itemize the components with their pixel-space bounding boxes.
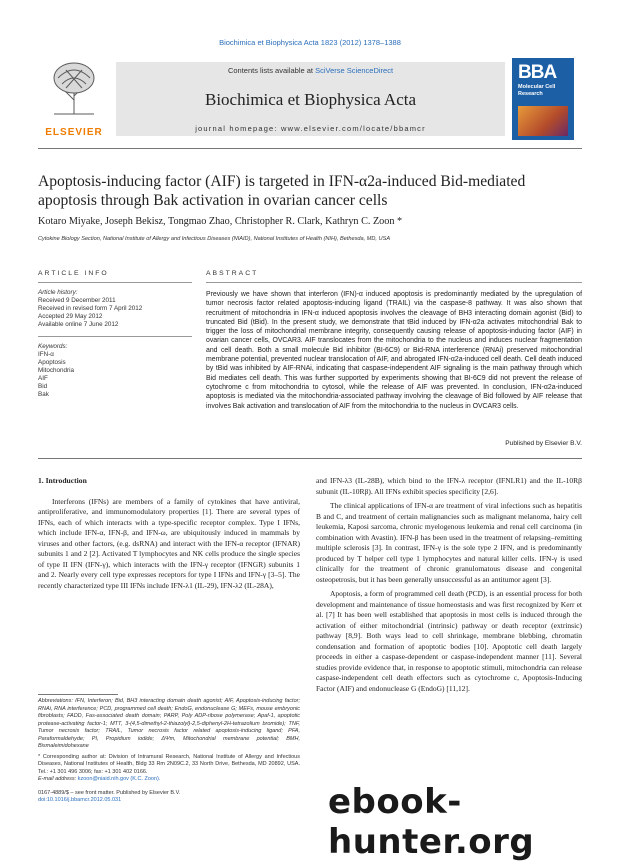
history-revised: Received in revised form 7 April 2012 [38, 305, 143, 312]
article-authors: Kotaro Miyake, Joseph Bekisz, Tongmao Zhao, Christopher R. Clark, Kathryn C. Zoon * [38, 216, 403, 227]
article-title: Apoptosis-inducing factor (AIF) is targeted in IFN-α2a-induced Bid-mediated apoptosis through Bak activation in ovarian cancer cells [38, 173, 526, 209]
abstract-divider [206, 282, 582, 283]
keyword-item: AIF [38, 375, 48, 382]
article-affiliation: Cytokine Biology Section, National Institute of Allergy and Infectious Diseases (NIAID), National Institutes of Health (NIH), Bethesda, MD, USA [38, 236, 391, 242]
body-paragraph: Apoptosis, a form of programmed cell death (PCD), is an essential process for both development and maintenance of tissue homeostasis and was first recognized by Kerr et al. [7] It has been well established that apoptosis in most cells is induced through the activation of either mitochondrial (intrinsic) pathway or death receptor (extrinsic) pathway [8,9]. Both ways lead to cell shrinkage, membrane blebbing, chromatin condensation and formation of apoptotic bodies [10]. Apoptotic cell death largely proceeds in either a caspase-dependent or caspase-independent manner [11]. Several studies provide evidence that, in response to apoptotic stimuli, mitochondria can release caspase-independent cell death effectors such as cytochrome c, Apoptosis-Inducing Factor (AIF) and endonuclease G (EndoG) [11,12]. [316, 589, 582, 693]
article-info-heading: ARTICLE INFO [38, 270, 109, 277]
history-accepted: Accepted 29 May 2012 [38, 313, 103, 320]
contents-line: Contents lists available at SciVerse ScienceDirect [227, 66, 394, 75]
body-paragraph: and IFN-λ3 (IL-28B), which bind to the IFN-λ receptor (IFNLR1) and the IL-10Rβ subunit (IL-10Rβ). All IFNs exhibit species specificity [2,6]. [316, 476, 582, 496]
keyword-item: Bak [38, 391, 49, 398]
keywords-divider [38, 336, 192, 337]
history-received: Received 9 December 2011 [38, 297, 116, 304]
sciencedirect-link[interactable]: SciVerse ScienceDirect [315, 66, 394, 75]
issn-line: 0167-4889/$ – see front matter. Published by Elsevier B.V. [38, 790, 181, 796]
email-label: E-mail address: [38, 776, 77, 782]
elsevier-tree-icon [48, 60, 100, 116]
abstract-text: Previously we have shown that interferon (IFN)-α induced apoptosis is predominantly mediated by the upregulation of tumor necrosis factor related apoptosis-inducing ligand (TRAIL) via the caspase-8 pathway. It was also shown that recruitment of mitochondria in IFN-α induced apoptosis involves the cleavage of BH3 interacting domain agonist (Bid) to truncated Bid (tBid). In the present study, we demonstrate that tBid induced by IFN-α2a activates mitochondrial Bak to trigger the loss of mitochondrial membrane integrity, consequently causing release of apoptosis-inducing factor (AIF) in ovarian cancer cells, OVCAR3. AIF translocates from the mitochondria to the nucleus and induces nuclear fragmentation and cell death. Both a small molecule Bid inhibitor (BI-6C9) or Bid-RNA interference (RNAi) preserved mitochondrial membrane potential, prevented nuclear translocation of AIF, and abrogated IFN-α2a-induced cell death. Cell death induced by tBid was inhibited by AIF-RNAi, indicating that caspase-independent AIF signaling is the main pathway through which Bid mediates cell death. This was further supported by experiments showing that BI-6C9 did not prevent the release of cytochrome c from mitochondria to cytosol, while the release of AIF was prevented. In conclusion, IFN-α2a-induced apoptosis is mediated via the mitochondria-associated pathway involving the cleavage of Bid followed by AIF release that involves Bak activation and translocation of AIF from the mitochondria to the nucleus in OVCAR3 cells. [206, 291, 582, 410]
issn-block [38, 790, 300, 804]
abbreviations-footnote: Abbreviations: IFN, Interferon; Bid, BH3 interacting domain death agonist; AIF, Apoptosis-inducing factor; RNAi, RNA interference; PCD, programmed cell death; EndoG, endonuclease G; MEFs, mouse embryonic fibroblasts; FADD, Fas-associated death domain; PARP, Poly ADP-ribose polymerase; Apaf-1, apoptotic protease-activating factor-1; MTT, 3-(4,5-dimethyl-2-thiazolyl)-2,5-diphenyl-2H-tetrazolium bromide); TNF, Tumor necrosis factor; TRAIL, Tumor necrosis factor related apoptosis-inducing ligand; PFA, Paraformaldehyde; PI, Propidium iodide; ΔΨm, Mitochondrial membrane potential; BMH, Bismaleimidohexane [38, 698, 300, 749]
header-divider [38, 148, 582, 149]
abstract-bottom-divider [38, 458, 582, 459]
watermark-text: ebook-hunter.org [328, 782, 535, 862]
elsevier-logo [38, 58, 110, 142]
history-online: Available online 7 June 2012 [38, 321, 119, 328]
corresponding-author-footnote: * Corresponding author at: Division of Intramural Research, National Institute of Allergy and Infectious Diseases, National Institutes of Health, Bldg 33 Rm 2N09C.2, 33 North Drive, Bethesda, MD 20892, USA. Tel.: +1 301 496 3006; fax: +1 301 402 0166. [38, 753, 300, 775]
keyword-item: Mitochondria [38, 367, 75, 374]
keyword-item: Apoptosis [38, 359, 66, 366]
journal-title: Biochimica et Biophysica Acta [204, 90, 417, 109]
elsevier-wordmark: ELSEVIER [45, 127, 103, 138]
keywords-list [38, 343, 192, 399]
article-history [38, 289, 192, 329]
section-heading: 1. Introduction [38, 476, 87, 485]
body-column-right [316, 476, 582, 698]
article-info-divider [38, 282, 192, 283]
footnote-divider [38, 694, 118, 695]
footnotes [38, 698, 300, 784]
keyword-item: Bid [38, 383, 48, 390]
abstract-publisher: Published by Elsevier B.V. [505, 440, 582, 447]
journal-cover [512, 58, 574, 140]
body-paragraph: The clinical applications of IFN-α are treatment of viral infections such as hepatitis B and C, and treatment of certain malignancies such as malignant melanoma, hairy cell leukemia, Kaposi sarcoma, chronic myelogenous leukemia and renal cell carcinoma (in combination with Avastin). IFN-β has been used in the treatment of relapsing–remitting multiple sclerosis [3]. In contrast, IFN-γ is the sole type 2 IFN, and is predominantly produced by T helper cell type 1 lymphocytes and natural killer cells. IFN-γ is used clinically for the treatment of chronic granulomatous disease and congenital osteopetrosis, but it has been generally unsuccessful as an antitumor agent [3]. [316, 501, 582, 584]
keyword-item: IFN-α [38, 351, 54, 358]
email-footnote [38, 776, 300, 784]
email-link[interactable]: kzoon@niaid.nih.gov (K.C. Zoon). [77, 776, 161, 782]
body-paragraph: Interferons (IFNs) are members of a family of cytokines that have antiviral, antiproliferative, and immunomodulatory properties [1]. There are several types of IFNs, each of which interacts with a type-specific receptor complex. Type I IFNs, which include IFN-α, IFN-β, and IFN-ω, are ubiquitously induced in mammals by viruses and other factors, (e.g. dsRNA) and interact with the IFN-α receptor (IFNAR) subunits 1 and 2 [2]. Activated T lymphocytes and NK cells produce the single species of type II IFN (IFN-γ), which interacts with the IFN-γ receptor (IFNGR) subunits 1 and 2. Nearly every cell type expresses receptors for type I IFNs and IFN-γ [3–5]. The recently characterized type III IFNs include IFN-λ1 (IL-29), IFN-λ2 (IL-28A), [38, 496, 300, 590]
cover-image [518, 106, 568, 136]
cover-title: BBA [518, 62, 557, 83]
cover-subtitle: Molecular Cell Research [518, 84, 556, 97]
journal-citation[interactable]: Biochimica et Biophysica Acta 1823 (2012) 1378–1388 [219, 38, 401, 47]
doi-link[interactable]: doi:10.1016/j.bbamcr.2012.05.031 [38, 797, 122, 803]
abstract-heading: ABSTRACT [206, 270, 259, 277]
article-history-label: Article history: [38, 289, 78, 296]
keywords-label: Keywords: [38, 343, 68, 350]
journal-homepage[interactable]: journal homepage: www.elsevier.com/locate/bbamcr [195, 124, 426, 133]
body-column-left [38, 476, 300, 595]
watermark [322, 778, 620, 862]
